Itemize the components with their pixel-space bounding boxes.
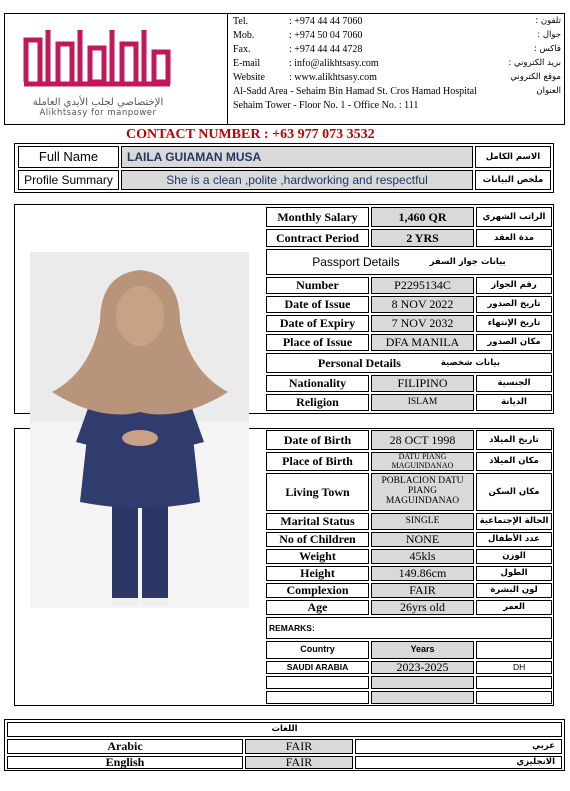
person-photo-icon [30,252,249,608]
profile-summary-label: Profile Summary [18,170,119,190]
weight-value: 45kls [371,549,474,564]
address-label-ar: العنوان [536,86,561,96]
contact-label: Fax. [233,44,251,55]
place-of-birth-value: DATU PIANG MAGUINDANAO [371,452,474,471]
language-english-label: English [7,756,243,769]
height-label-ar: الطول [476,566,552,581]
contact-label-ar: بريد الكتروني : [508,58,561,68]
passport-number-value: P2295134C [371,277,474,294]
personal-details-title-ar: بيانات شخصية [440,357,501,368]
place-of-issue-label-ar: مكان الصدور [476,334,552,351]
language-arabic-value: FAIR [245,739,353,754]
language-arabic-label: Arabic [7,739,243,754]
place-of-issue-label: Place of Issue [266,334,369,351]
contact-row [233,30,561,44]
full-name-label: Full Name [18,146,119,168]
company-logo [18,22,178,124]
address-line-2: Sehaim Tower - Floor No. 1 - Office No. : 111 [233,100,419,111]
logo-mark-icon [18,22,178,92]
languages-title-ar: اللغات [7,722,562,737]
contact-email[interactable]: : info@alikhtsasy.com [289,58,379,69]
contact-website[interactable]: : www.alikhtsasy.com [289,72,377,83]
height-label: Height [266,566,369,581]
nationality-label-ar: الجنسية [476,375,552,392]
language-english-label-ar: الانجليزي [355,756,562,769]
logo-subtitle-en: Alikhtsasy for manpower [39,108,157,118]
contact-row [233,16,561,30]
contact-label-ar: تلفون : [535,16,561,26]
marital-status-value: SINGLE [371,513,474,530]
monthly-salary-label: Monthly Salary [266,207,369,227]
passport-number-label-ar: رقم الجواز [476,277,552,294]
language-arabic-label-ar: عربي [355,739,562,754]
personal-details-header [266,353,552,373]
marital-status-label-ar: الحالة الإجتماعية [476,513,552,530]
contact-label-ar: فاكس : [533,44,561,54]
height-value: 149.86cm [371,566,474,581]
date-of-birth-label-ar: تاريخ الميلاد [476,430,552,450]
living-town-value: POBLACION DATU PIANG MAGUINDANAO [371,473,474,511]
age-label-ar: العمر [476,600,552,615]
contact-label: Mob. [233,30,255,41]
experience-extra-header [476,641,552,659]
date-of-expiry-label: Date of Expiry [266,315,369,332]
contact-value[interactable]: : +974 44 44 7060 [289,16,363,27]
weight-label: Weight [266,549,369,564]
contact-number: CONTACT NUMBER : +63 977 073 3532 [126,127,375,142]
country-header: Country [266,641,369,659]
religion-label: Religion [266,394,369,411]
applicant-photo [30,252,249,608]
passport-details-header [266,249,552,275]
language-english-value: FAIR [245,756,353,769]
passport-details-title-ar: بيانات جواز السفر [429,256,506,267]
address-line-1: Al-Sadd Area - Sehaim Bin Hamad St. Cros Hamad Hospital [233,86,477,97]
experience-job: DH [476,661,552,674]
contact-block [233,16,561,114]
age-value: 26yrs old [371,600,474,615]
date-of-issue-label-ar: تاريخ الصدور [476,296,552,313]
contact-label-ar: موقع الكتروني [510,72,561,82]
nationality-label: Nationality [266,375,369,392]
contact-label: Tel. [233,16,249,27]
header-divider [227,13,228,125]
contact-row [233,58,561,72]
contact-row [233,44,561,58]
contract-period-value: 2 YRS [371,229,474,247]
living-town-label: Living Town [266,473,369,511]
children-label-ar: عدد الأطفال [476,532,552,547]
religion-label-ar: الديانة [476,394,552,411]
experience-country: SAUDI ARABIA [266,661,369,674]
complexion-label: Complexion [266,583,369,598]
profile-summary-label-ar: ملخص البيانات [475,170,551,190]
age-label: Age [266,600,369,615]
experience-empty-years [371,691,474,704]
passport-number-label: Number [266,277,369,294]
place-of-birth-label: Place of Birth [266,452,369,471]
place-of-issue-value: DFA MANILA [371,334,474,351]
contact-label: Website [233,72,265,83]
personal-details-title: Personal Details [317,355,401,370]
address-row [233,100,561,114]
monthly-salary-label-ar: الراتب الشهري [476,207,552,227]
experience-empty-job [476,676,552,689]
remarks-label: REMARKS: [269,622,315,633]
date-of-issue-label: Date of Issue [266,296,369,313]
place-of-birth-label-ar: مكان الميلاد [476,452,552,471]
logo-subtitle-ar: الإختصاصي لجلب الأيدي العاملة [32,97,164,108]
contract-period-label: Contract Period [266,229,369,247]
marital-status-label: Marital Status [266,513,369,530]
monthly-salary-value: 1,460 QR [371,207,474,227]
full-name-label-ar: الاسم الكامل [475,146,551,168]
contact-value[interactable]: : +974 50 04 7060 [289,30,363,41]
date-of-issue-value: 8 NOV 2022 [371,296,474,313]
complexion-value: FAIR [371,583,474,598]
children-value: NONE [371,532,474,547]
nationality-value: FILIPINO [371,375,474,392]
religion-value: ISLAM [371,394,474,411]
address-row [233,86,561,100]
contact-value[interactable]: : +974 44 44 4728 [289,44,363,55]
experience-empty-job [476,691,552,704]
experience-empty-country [266,691,369,704]
date-of-birth-label: Date of Birth [266,430,369,450]
living-town-label-ar: مكان السكن [476,473,552,511]
experience-empty-country [266,676,369,689]
contract-period-label-ar: مدة العقد [476,229,552,247]
date-of-birth-value: 28 OCT 1998 [371,430,474,450]
date-of-expiry-value: 7 NOV 2032 [371,315,474,332]
children-label: No of Children [266,532,369,547]
passport-details-title: Passport Details [312,254,400,269]
remarks-row [266,617,552,639]
years-header: Years [371,641,474,659]
weight-label-ar: الوزن [476,549,552,564]
full-name-value: LAILA GUIAMAN MUSA [121,146,473,168]
contact-label: E-mail [233,58,261,69]
contact-row [233,72,561,86]
contact-label-ar: جوال : [537,30,561,40]
profile-summary-value: She is a clean ,polite ,hardworking and respectful [121,170,473,190]
experience-empty-years [371,676,474,689]
date-of-expiry-label-ar: تاريخ الإنتهاء [476,315,552,332]
complexion-label-ar: لون البشرة [476,583,552,598]
experience-years: 2023-2025 [371,661,474,674]
